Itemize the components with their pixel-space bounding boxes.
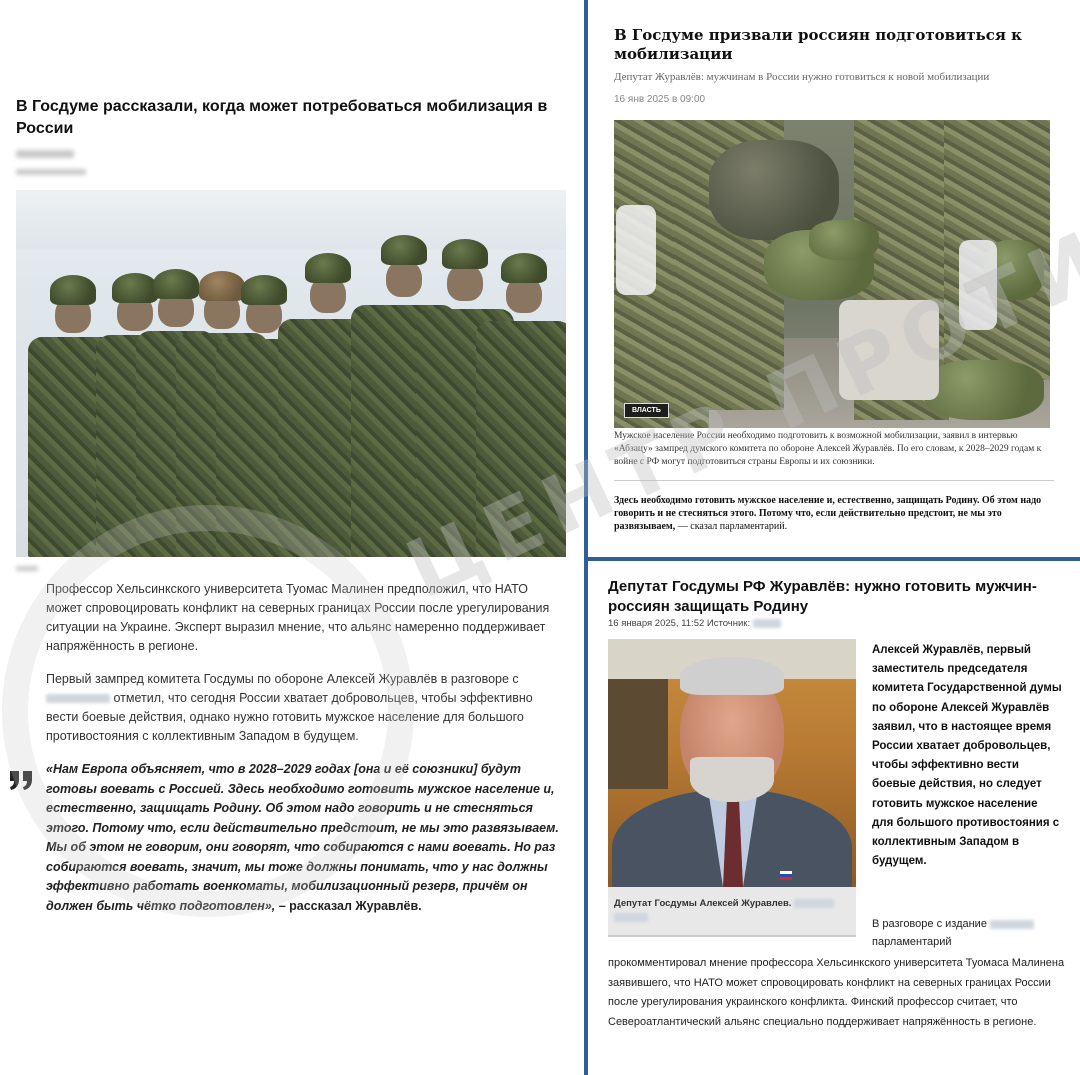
article-left-para-2 — [46, 670, 556, 746]
blurred-credit — [614, 913, 648, 922]
category-badge[interactable]: ВЛАСТЬ — [624, 403, 669, 418]
photo-caption-box — [608, 887, 856, 937]
article-tr-title: В Госдуме призвали россиян подготовиться к мобилизации — [614, 26, 1022, 63]
article-br-lead: Алексей Журавлёв, первый заместитель председателя комитета Государственной думы по обороне Алексей Журавлёв заявил, что в настоящее время России хватает добровольцев, чтобы эффективно вести боевые действия, но следует готовить мужское население для большого противостояния с коллективным Западом в будущем. — [872, 644, 1062, 868]
white-sack — [839, 300, 939, 400]
plastic-bag — [616, 205, 656, 295]
blurred-author — [16, 150, 74, 158]
soldier-figure — [476, 245, 566, 557]
article-top-right — [588, 0, 1080, 557]
para-2-end: отметил, что сегодня России хватает добровольцев, чтобы эффективно вести боевые действия, однако нужно готовить мужское население для большого противостояния с коллективным Западом в будущем. — [46, 691, 533, 743]
article-br-body: прокомментировал мнение профессора Хельсинкского университета Туомаса Малинена заявившего, что НАТО может спровоцировать конфликт на северных границах России после урегулирования украинского конфликта. Финский профессор считает, что Североатлантический альянс специально поддерживает напряжённость в регионе. — [608, 957, 1065, 1028]
article-left-para-1: Профессор Хельсинкского университета Туомас Малинен предположил, что НАТО может спровоцировать конфликт на северных границах России после урегулирования ситуации на Украине. Эксперт выразил мнение, что альянс намеренно поддерживает напряжённость в регионе. — [46, 582, 550, 653]
article-br-talk — [872, 915, 1062, 951]
blurred-credit — [794, 899, 834, 908]
blurred-date — [16, 169, 86, 175]
hair — [680, 657, 784, 695]
plastic-bag — [959, 240, 997, 330]
mobilized-men-photo — [614, 120, 1050, 428]
sleeping-bag — [924, 360, 1044, 420]
blurred-photo-credit — [16, 566, 38, 571]
article-tr-caption: Мужское население России необходимо подготовить к возможной мобилизации, заявил в интервью «Абзацу» зампред думского комитета по обороне Алексей Журавлёв. По его словам, к 2028–2029 годам к войне с РФ могут подготовиться страны Европы и их союзники. — [614, 431, 1042, 467]
date-source: 16 января 2025, 11:52 Источник: — [608, 618, 751, 629]
article-br-meta — [608, 618, 781, 629]
blurred-source — [46, 694, 110, 703]
zhuravlev-portrait — [608, 639, 856, 887]
blurred-source — [753, 619, 781, 628]
flag-pin-icon — [780, 871, 792, 880]
watermark: ЦЕНТР — [393, 380, 758, 617]
caption-text: Депутат Госдумы Алексей Журавлев. — [614, 898, 792, 909]
article-tr-date: 16 янв 2025 в 09:00 — [614, 94, 706, 105]
article-br-title: Депутат Госдумы РФ Журавлёв: нужно готовить мужчин-россиян защищать Родину — [608, 578, 1037, 615]
beard — [690, 757, 774, 802]
article-left-quote — [46, 760, 566, 916]
article-tr-subtitle: Депутат Журавлёв: мужчинам в России нужно готовиться к новой мобилизации — [614, 71, 990, 83]
quote-mark-icon — [8, 757, 34, 797]
quote-attribution: — сказал парламентарий. — [675, 521, 788, 532]
article-tr-quote — [614, 494, 1054, 533]
para-2-start: Первый зампред комитета Госдумы по обороне Алексей Журавлёв в разговоре с — [46, 672, 519, 686]
soldiers-photo — [16, 190, 566, 557]
blurred-source — [990, 920, 1034, 929]
sleeping-bag — [809, 220, 879, 260]
article-bottom-right — [588, 561, 1080, 1075]
article-left-title: В Госдуме рассказали, когда может потребоваться мобилизация в России — [16, 98, 548, 137]
quote-attribution: – рассказал Журавлёв. — [275, 898, 422, 913]
photo-caption — [614, 897, 850, 925]
background-panel — [608, 679, 668, 789]
quote-text: «Нам Европа объясняет, что в 2028–2029 годах [она и её союзники] будут готовы воевать с Россией. Здесь необходимо готовить мужское население и, естественно, защищать Родину. Об этом надо говорить и не стесняться этого. Потому что, если действительно предстоит, не мы это развязываем. Мы об этом не говорим, они говорят, что собираются с нами воевать. Но раз собираются воевать, значит, мы тоже должны понимать, что у нас должны эффективно работать военкоматы, мобилизационный резерв, причём он должен быть чётко подготовлен», — [46, 762, 559, 913]
talk-text: В разговоре с издание — [872, 918, 987, 930]
talk-text-2: парламентарий — [872, 936, 952, 948]
separator — [614, 480, 1054, 481]
quote-text: Здесь необходимо готовить мужское население и, естественно, защищать Родину. Об этом надо говорить и не стесняться этого. Потому что, если действительно предстоит, не мы это развязываем, — [614, 495, 1042, 532]
